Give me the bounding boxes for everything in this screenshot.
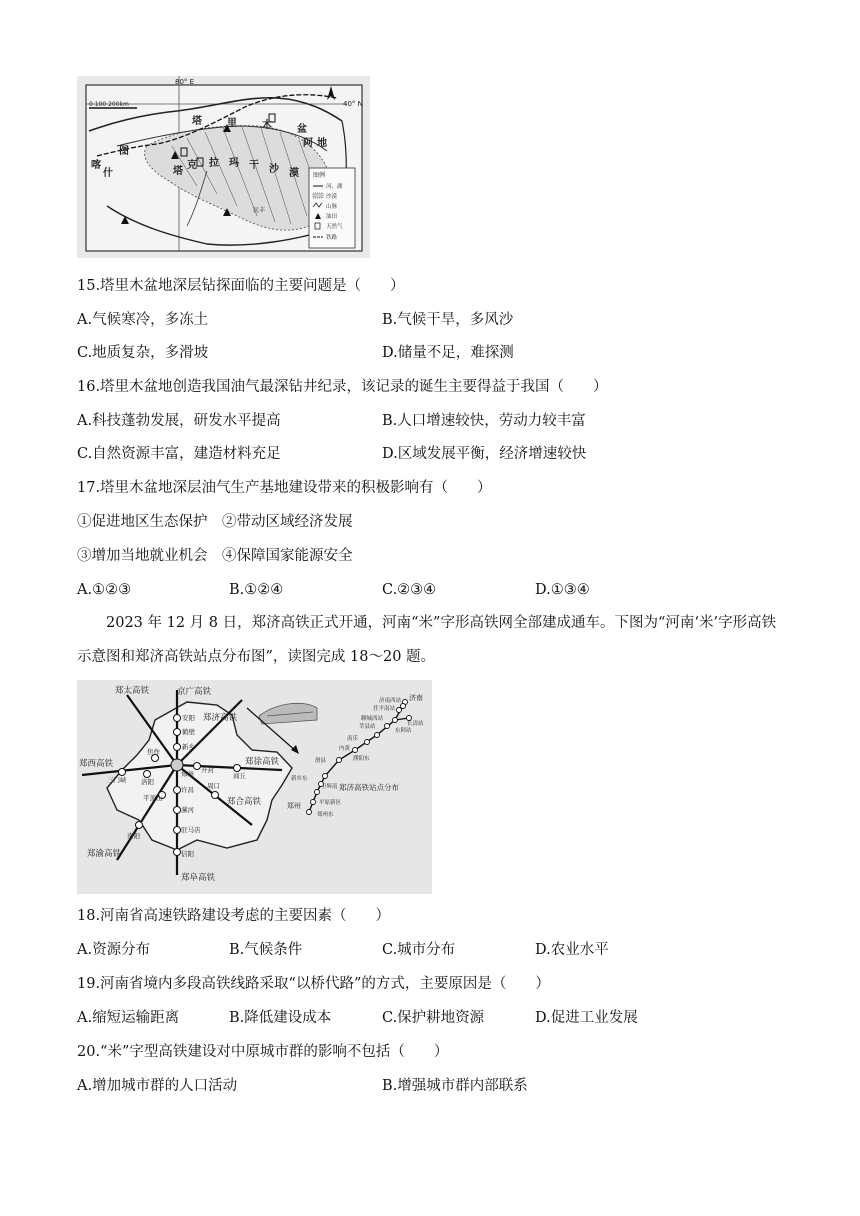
tarim-basin-map xyxy=(77,76,370,258)
station-label: 聊城西站 xyxy=(361,716,384,722)
intro-paragraph: 2023 年 12 月 8 日，郑济高铁正式开通，河南“米”字形高铁网全部建成通车。下图为“河南‘米’字形高铁示意图和郑济高铁站点分布图”，读图完成 18～20 题。 xyxy=(77,615,777,665)
q15-option-b[interactable]: B.气候干旱，多风沙 xyxy=(382,312,514,328)
q17-option-c[interactable]: C.②③④ xyxy=(382,582,437,598)
legend-item: 沙漠 xyxy=(326,194,338,200)
railway-label: 郑太高铁 xyxy=(115,686,150,696)
station-label: 郑州 xyxy=(287,802,301,810)
q19-option-b[interactable]: B.降低建设成本 xyxy=(229,1010,332,1026)
station-label: 济南西站 xyxy=(379,698,402,704)
q16-option-a[interactable]: A.科技蓬勃发展，研发水平提高 xyxy=(77,413,281,429)
scale-label: 0 100 200km xyxy=(89,101,129,108)
map-place-label: 塔 xyxy=(173,166,183,177)
q19-stem: 19.河南省境内多段高铁线路采取“以桥代路”的方式，主要原因是（ ） xyxy=(77,976,550,992)
map-place-label: 漠 xyxy=(289,168,299,179)
station-label: 内黄 xyxy=(339,746,351,752)
q17-option-a[interactable]: A.①②③ xyxy=(77,582,132,598)
q20-stem: 20.“米”字型高铁建设对中原城市群的影响不包括（ ） xyxy=(77,1044,449,1060)
railway-label: 郑合高铁 xyxy=(227,797,262,807)
city-label: 许昌 xyxy=(181,786,194,794)
q17-stem: 17.塔里木盆地深层油气生产基地建设带来的积极影响有（ ） xyxy=(77,480,492,496)
map-place-label: 沙 xyxy=(269,164,279,175)
q18-stem: 18.河南省高速铁路建设考虑的主要因素（ ） xyxy=(77,908,391,924)
map-place-label: 地 xyxy=(317,138,327,149)
railway-label: 京广高铁 xyxy=(177,687,212,697)
station-label: 郑州东 xyxy=(317,812,334,818)
map-legend xyxy=(309,168,355,248)
railway-label: 郑徐高铁 xyxy=(245,757,280,767)
longitude-label: 80° E xyxy=(175,78,195,86)
map-place-label: 克 xyxy=(187,160,197,171)
legend-item: 天然气 xyxy=(326,224,343,230)
city-label: 三门峡 xyxy=(107,776,127,784)
q18-option-d[interactable]: D.农业水平 xyxy=(535,942,609,958)
map-place-label: 玛 xyxy=(229,158,239,169)
q17-statements-line-2: ③增加当地就业机会 ④保障国家能源安全 xyxy=(77,548,353,564)
q20-option-a[interactable]: A.增加城市群的人口活动 xyxy=(77,1078,238,1094)
q18-option-b[interactable]: B.气候条件 xyxy=(229,942,303,958)
map-place-label: 塔 xyxy=(192,116,202,127)
city-label: 平顶山 xyxy=(143,794,163,802)
station-label: 莘县站 xyxy=(359,724,376,730)
station-label: 新乡东 xyxy=(291,776,308,782)
city-label: 新乡 xyxy=(182,743,195,751)
q16-option-c[interactable]: C.自然资源丰富，建造材料充足 xyxy=(77,446,281,462)
legend-item: 铁路 xyxy=(326,235,338,241)
map-place-label: 喀 xyxy=(91,160,101,171)
legend-item: 油田 xyxy=(326,214,338,220)
map-place-label: 干 xyxy=(249,160,259,171)
q19-option-a[interactable]: A.缩短运输距离 xyxy=(77,1010,180,1026)
q15-option-a[interactable]: A.气候寒冷，多冻土 xyxy=(77,312,209,328)
station-label: 南乐 xyxy=(347,736,359,742)
map-place-label: 里 xyxy=(227,118,237,129)
legend-title: 图例 xyxy=(313,172,326,179)
q17-option-b[interactable]: B.①②④ xyxy=(229,582,284,598)
map-place-label: 图 xyxy=(119,146,129,157)
station-label: 东阿站 xyxy=(395,728,412,734)
map-place-label: 木 xyxy=(262,120,272,131)
city-label: 开封 xyxy=(201,766,214,774)
legend-item: 河、湖 xyxy=(326,184,343,190)
railway-label: 郑西高铁 xyxy=(79,759,114,769)
city-label: 洛阳 xyxy=(141,778,154,786)
city-label: 鹤壁 xyxy=(182,728,195,736)
city-label: 商丘 xyxy=(233,772,246,780)
station-label: 滑县 xyxy=(315,758,327,764)
city-label: 漯河 xyxy=(181,806,194,814)
q17-option-d[interactable]: D.①③④ xyxy=(535,582,590,598)
station-label: 长清站 xyxy=(407,721,424,727)
q16-option-b[interactable]: B.人口增速较快，劳动力较丰富 xyxy=(382,413,586,429)
q18-option-a[interactable]: A.资源分布 xyxy=(77,942,151,958)
q16-stem: 16.塔里木盆地创造我国油气最深钻井纪录，该记录的诞生主要得益于我国（ ） xyxy=(77,379,608,395)
city-label: 信阳 xyxy=(181,850,194,858)
railway-label: 郑渝高铁 xyxy=(87,849,122,859)
map-place-label: 什 xyxy=(103,168,113,179)
map-place-label: 盆 xyxy=(297,124,307,135)
latitude-label: 40° N xyxy=(343,100,363,108)
map-place-label: 阿 xyxy=(303,138,313,149)
q19-option-c[interactable]: C.保护耕地资源 xyxy=(382,1010,485,1026)
railway-label: 郑济高铁 xyxy=(203,713,238,723)
q15-option-d[interactable]: D.储量不足，难探测 xyxy=(382,345,514,361)
q20-option-b[interactable]: B.增强城市群内部联系 xyxy=(382,1078,528,1094)
city-label: 周口 xyxy=(207,782,220,790)
station-label: 卫辉南 xyxy=(321,784,338,790)
station-label: 濮阳东 xyxy=(353,756,370,762)
city-label: 焦作 xyxy=(147,748,160,756)
q19-option-d[interactable]: D.促进工业发展 xyxy=(535,1010,638,1026)
railway-label: 郑阜高铁 xyxy=(181,873,216,883)
city-label: 南阳 xyxy=(127,832,140,840)
station-label: 济南 xyxy=(409,694,423,702)
station-label: 平原新区 xyxy=(319,800,342,806)
legend-item: 山脉 xyxy=(326,204,338,210)
station-label: 茌平南站 xyxy=(373,706,396,712)
city-label: 安阳 xyxy=(182,714,195,722)
q16-option-d[interactable]: D.区域发展平衡，经济增速较快 xyxy=(382,446,587,462)
q15-option-c[interactable]: C.地质复杂，多滑坡 xyxy=(77,345,209,361)
q15-stem: 15.塔里木盆地深层钻探面临的主要问题是（ ） xyxy=(77,278,405,294)
q18-option-c[interactable]: C.城市分布 xyxy=(382,942,456,958)
map-place-label: 民丰 xyxy=(253,207,266,214)
henan-hsr-map xyxy=(77,680,432,894)
station-map-title: 郑济高铁站点分布 xyxy=(339,783,399,792)
q17-statements-line-1: ①促进地区生态保护 ②带动区域经济发展 xyxy=(77,514,353,530)
city-label: 郑州 xyxy=(181,770,194,778)
city-label: 驻马店 xyxy=(181,826,201,834)
map-place-label: 拉 xyxy=(209,158,219,169)
